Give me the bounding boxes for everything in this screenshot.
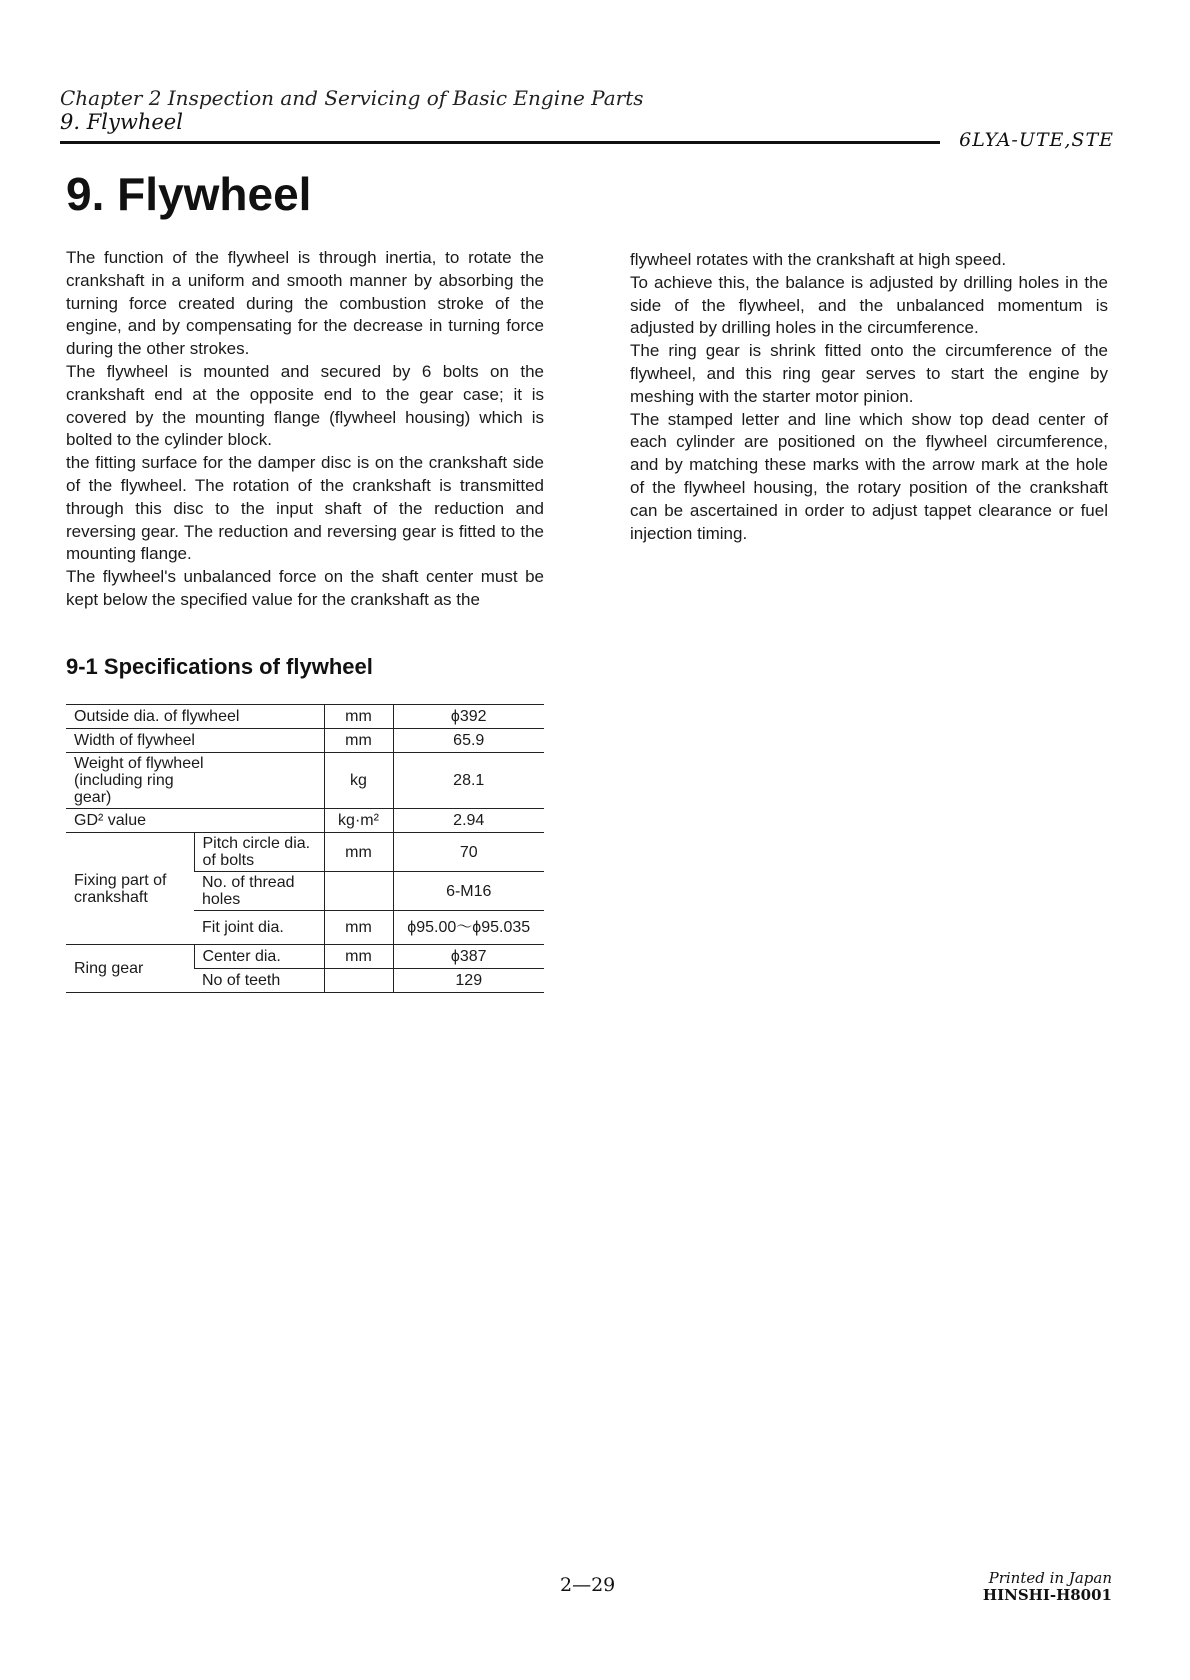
paragraph: The function of the flywheel is through inertia, to rotate the crankshaft in a uniform and smooth manner by absorbing the turning force created during the combustion stroke of the engine, and by compensating for the decrease in turning force during the other strokes. [66,248,544,359]
page-title: 9. Flywheel [66,168,312,220]
printed-note: Printed in Japan [988,1569,1112,1587]
chapter-title: Chapter 2 Inspection and Servicing of Basic Engine Parts [60,86,644,110]
spec-table [66,704,544,993]
body-right-column [630,249,1108,545]
table-row [66,753,544,809]
spec-unit: mm [324,945,393,969]
spec-value: 2.94 [393,809,544,833]
model-code: 6LYA-UTE,STE [959,129,1114,151]
paragraph: The flywheel's unbalanced force on the shaft center must be kept below the specified value for the crankshaft as the [66,567,544,609]
spec-unit [324,872,393,911]
table-row [66,833,544,872]
spec-label: Weight of flywheel (including ring gear) [66,753,324,809]
table-row [66,809,544,833]
footer-imprint [983,1570,1112,1604]
spec-value: 6-M16 [393,872,544,911]
spec-unit [324,969,393,993]
spec-unit: kg [324,753,393,809]
spec-label: No. of thread holes [194,872,324,911]
paragraph: The ring gear is shrink fitted onto the circumference of the flywheel, and this ring gear serves to start the engine by meshing with the starter motor pinion. [630,341,1108,406]
spec-label: Width of flywheel [66,729,324,753]
document-code: HINSHI-H8001 [982,1586,1112,1604]
spec-group-label: Ring gear [66,945,194,993]
spec-value: 65.9 [393,729,544,753]
paragraph: The flywheel is mounted and secured by 6 bolts on the crankshaft end at the opposite end to the gear case; it is covered by the mounting flange (flywheel housing) which is bolted to the cylinder block. [66,361,544,450]
section-subtitle: 9. Flywheel [60,110,183,134]
spec-value: ϕ387 [393,945,544,969]
spec-group-label: Fixing part of crankshaft [66,833,194,945]
paragraph: To achieve this, the balance is adjusted by drilling holes in the side of the flywheel, and the unbalanced momentum is adjusted by drilling holes in the circumference. [630,272,1108,338]
spec-value: 70 [393,833,544,872]
spec-label: Center dia. [194,945,324,969]
spec-unit: mm [324,833,393,872]
running-header [60,86,1120,134]
paragraph: the fitting surface for the damper disc is on the crankshaft side of the flywheel. The rotation of the crankshaft is transmitted through this disc to the input shaft of the reduction and reversing gear. The reduction and reversing gear is fitted to the mounting flange. [66,453,544,564]
spec-unit: mm [324,705,393,729]
header-divider [60,141,940,144]
spec-section-title: 9-1 Specifications of flywheel [66,654,373,679]
paragraph: The stamped letter and line which show top dead center of each cylinder are positioned on the flywheel circumference, and by matching these marks with the arrow mark at the hole of the flywheel housing, the rotary position of the crankshaft can be ascertained in order to adjust tappet clearance or fuel injection timing. [630,409,1108,543]
page-number: 2—29 [560,1574,616,1596]
spec-value: ϕ95.00〜ϕ95.035 [393,911,544,945]
table-row [66,945,544,969]
spec-unit: mm [324,729,393,753]
spec-label: No of teeth [194,969,324,993]
spec-unit: kg·m² [324,809,393,833]
spec-value: ϕ392 [393,705,544,729]
spec-value: 129 [393,969,544,993]
spec-label: Fit joint dia. [194,911,324,945]
spec-label: Pitch circle dia. of bolts [194,833,324,872]
paragraph: flywheel rotates with the crankshaft at high speed. [630,250,1007,269]
spec-value: 28.1 [393,753,544,809]
body-left-column [66,247,544,612]
table-row [66,705,544,729]
spec-label: GD² value [66,809,324,833]
table-row [66,729,544,753]
spec-label: Outside dia. of flywheel [66,705,324,729]
spec-unit: mm [324,911,393,945]
